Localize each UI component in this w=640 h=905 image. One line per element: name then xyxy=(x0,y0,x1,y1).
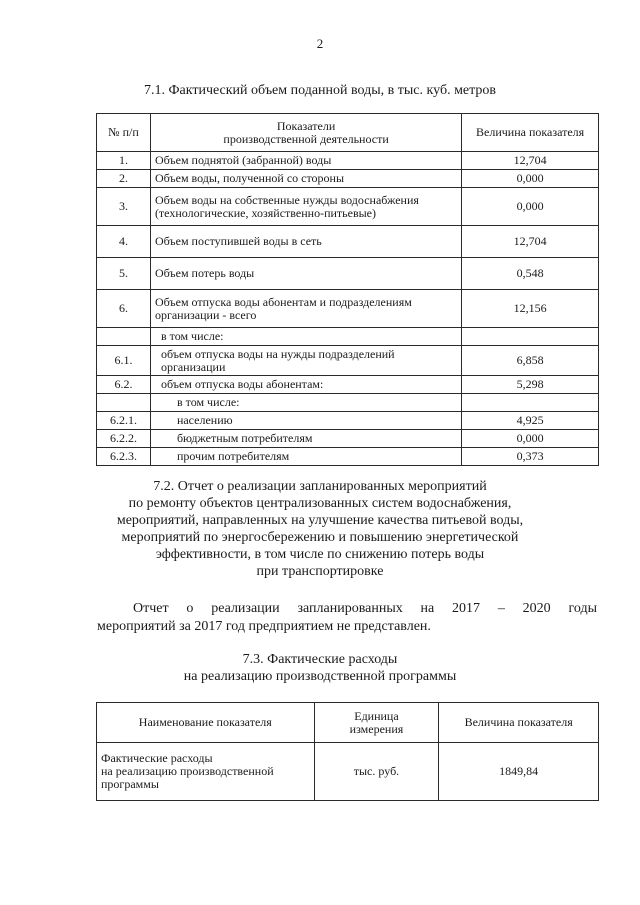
table-row xyxy=(97,394,599,412)
row-name: Объем поднятой (забранной) воды xyxy=(150,152,461,170)
table-header-row xyxy=(97,114,599,152)
row-name: Объем потерь воды xyxy=(150,258,461,290)
table-row xyxy=(97,346,599,376)
row-name: Объем воды, полученной со стороны xyxy=(150,170,461,188)
water-volume-table xyxy=(96,113,599,466)
row-name: Объем воды на собственные нужды водоснабжения (технологические, хозяйственно-питьевые) xyxy=(150,188,461,226)
row-number: 6.2.3. xyxy=(97,448,151,466)
row-value xyxy=(462,328,599,346)
row-number: 5. xyxy=(97,258,151,290)
table-row xyxy=(97,328,599,346)
row-value: 0,373 xyxy=(462,448,599,466)
row-value: 0,000 xyxy=(462,188,599,226)
table-row xyxy=(97,743,599,801)
row-value: 4,925 xyxy=(462,412,599,430)
table-row xyxy=(97,170,599,188)
row-value: 12,704 xyxy=(462,152,599,170)
header-value: Величина показателя xyxy=(439,703,599,743)
row-name: в том числе: xyxy=(150,328,461,346)
title-line: 7.3. Фактические расходы xyxy=(242,652,398,667)
row-number: 4. xyxy=(97,226,151,258)
row-unit: тыс. руб. xyxy=(314,743,439,801)
title-line: эффективности, в том числе по снижению потерь воды xyxy=(155,547,485,562)
row-name: населению xyxy=(150,412,461,430)
report-paragraph xyxy=(97,600,597,636)
header-name: Наименование показателя xyxy=(97,703,315,743)
row-value: 5,298 xyxy=(462,376,599,394)
row-name: объем отпуска воды на нужды подразделений организации xyxy=(150,346,461,376)
header-number: № п/п xyxy=(97,114,151,152)
paragraph-line: Отчет о реализации запланированных на 2017 – 2020 годы xyxy=(133,601,597,616)
row-name: бюджетным потребителям xyxy=(150,430,461,448)
header-unit: Единица измерения xyxy=(314,703,439,743)
section-7-3-title xyxy=(0,651,640,685)
table-row xyxy=(97,448,599,466)
row-value: 0,548 xyxy=(462,258,599,290)
title-line: мероприятий, направленных на улучшение качества питьевой воды, xyxy=(116,513,524,528)
row-value xyxy=(462,394,599,412)
section-7-2-title xyxy=(0,478,640,580)
row-value: 12,704 xyxy=(462,226,599,258)
row-number: 6. xyxy=(97,290,151,328)
table-row xyxy=(97,376,599,394)
table-row xyxy=(97,226,599,258)
row-name: Фактические расходы на реализацию производственной программы xyxy=(97,743,315,801)
expenses-table xyxy=(96,702,599,801)
row-number xyxy=(97,328,151,346)
title-line: при транспортировке xyxy=(256,564,384,579)
row-value: 0,000 xyxy=(462,430,599,448)
table-row xyxy=(97,290,599,328)
row-number: 2. xyxy=(97,170,151,188)
row-number xyxy=(97,394,151,412)
row-value: 1849,84 xyxy=(439,743,599,801)
row-number: 6.1. xyxy=(97,346,151,376)
row-name: прочим потребителям xyxy=(150,448,461,466)
title-line: по ремонту объектов централизованных систем водоснабжения, xyxy=(128,496,512,511)
section-7-1-title: 7.1. Фактический объем поданной воды, в тыс. куб. метров xyxy=(143,83,497,98)
row-value: 6,858 xyxy=(462,346,599,376)
paragraph-line: мероприятий за 2017 год предприятием не представлен. xyxy=(97,619,431,634)
row-number: 3. xyxy=(97,188,151,226)
table-header-row xyxy=(97,703,599,743)
row-name: в том числе: xyxy=(150,394,461,412)
title-line: 7.2. Отчет о реализации запланированных мероприятий xyxy=(153,479,487,494)
table-row xyxy=(97,430,599,448)
row-number: 6.2. xyxy=(97,376,151,394)
table-row xyxy=(97,188,599,226)
table-row xyxy=(97,412,599,430)
title-line: на реализацию производственной программы xyxy=(183,669,457,684)
row-value: 0,000 xyxy=(462,170,599,188)
row-name: объем отпуска воды абонентам: xyxy=(150,376,461,394)
title-line: мероприятий по энергосбережению и повышению энергетической xyxy=(121,530,519,545)
header-indicator: Показатели производственной деятельности xyxy=(150,114,461,152)
row-number: 1. xyxy=(97,152,151,170)
row-value: 12,156 xyxy=(462,290,599,328)
table-row xyxy=(97,152,599,170)
page-number: 2 xyxy=(316,36,324,51)
header-value: Величина показателя xyxy=(462,114,599,152)
row-name: Объем отпуска воды абонентам и подразделениям организации - всего xyxy=(150,290,461,328)
row-number: 6.2.1. xyxy=(97,412,151,430)
table-row xyxy=(97,258,599,290)
row-number: 6.2.2. xyxy=(97,430,151,448)
row-name: Объем поступившей воды в сеть xyxy=(150,226,461,258)
